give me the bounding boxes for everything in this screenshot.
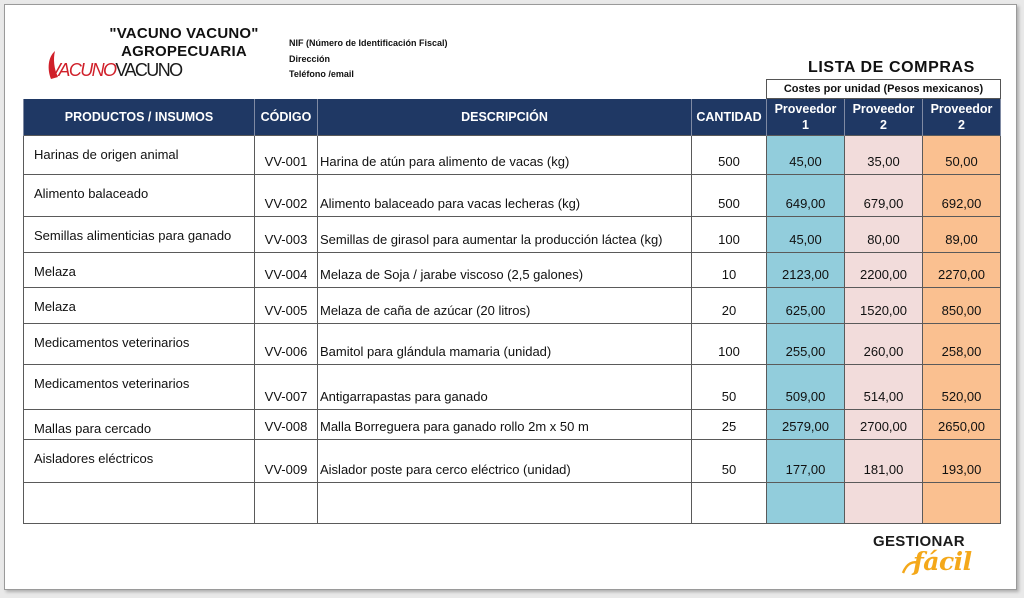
table-row	[24, 253, 1001, 288]
cell-quantity[interactable]: 100	[718, 232, 740, 247]
cell-provider-c-cost[interactable]: 193,00	[941, 462, 982, 477]
cell-product[interactable]: Harinas de origen animal	[34, 147, 179, 162]
brand-logo-bottom: fácil	[913, 547, 972, 576]
cell-code[interactable]: VV-005	[264, 303, 308, 318]
brand-logo	[873, 533, 993, 583]
cost-group-header: Costes por unidad (Pesos mexicanos)	[767, 80, 1001, 99]
cell-provider-a-cost[interactable]: 45,00	[789, 154, 822, 169]
cell-product[interactable]: Mallas para cercado	[34, 421, 152, 436]
cell-product[interactable]: Medicamentos veterinarios	[34, 335, 190, 350]
cell-provider-b-cost[interactable]: 679,00	[863, 196, 904, 211]
spreadsheet-page	[4, 4, 1017, 590]
cell-description[interactable]: Melaza de Soja / jarabe viscoso (2,5 galones)	[320, 267, 584, 282]
table-row	[24, 410, 1001, 440]
cell-provider-a-cost[interactable]: 649,00	[785, 196, 826, 211]
address-label: Dirección	[289, 53, 331, 64]
cell-provider-c-cost[interactable]	[923, 518, 1000, 523]
logo-wordmark: VACUNOVACUNO	[49, 60, 182, 80]
company-info	[289, 36, 448, 83]
table-row	[24, 365, 1001, 410]
cell-code[interactable]: VV-001	[264, 154, 308, 169]
cell-provider-b-cost[interactable]: 181,00	[863, 462, 904, 477]
cell-provider-b-cost[interactable]: 260,00	[863, 344, 904, 359]
cell-quantity[interactable]: 10	[721, 267, 737, 282]
table-row	[24, 217, 1001, 253]
cell-provider-a-cost[interactable]	[767, 518, 844, 523]
cell-provider-a-cost[interactable]: 255,00	[785, 344, 826, 359]
cell-provider-b-cost[interactable]: 514,00	[863, 389, 904, 404]
cell-provider-a-cost[interactable]: 625,00	[785, 303, 826, 318]
cell-provider-b-cost[interactable]: 35,00	[867, 154, 900, 169]
header-code: CÓDIGO	[255, 99, 318, 136]
table-row	[24, 288, 1001, 324]
cell-quantity[interactable]	[692, 518, 766, 523]
cell-quantity[interactable]: 500	[718, 154, 740, 169]
cell-quantity[interactable]: 500	[718, 196, 740, 211]
purchase-table	[23, 79, 1001, 524]
header-provider-c: Proveedor 2	[923, 99, 1001, 136]
cell-provider-a-cost[interactable]: 177,00	[785, 462, 826, 477]
cell-description[interactable]: Melaza de caña de azúcar (20 litros)	[320, 303, 531, 318]
cell-description[interactable]: Harina de atún para alimento de vacas (kg)	[320, 154, 570, 169]
cell-provider-b-cost[interactable]: 2200,00	[860, 267, 907, 282]
table-row-empty	[24, 483, 1001, 524]
table-row	[24, 175, 1001, 217]
cell-quantity[interactable]: 50	[721, 462, 737, 477]
cell-quantity[interactable]: 100	[718, 344, 740, 359]
cell-provider-c-cost[interactable]: 2270,00	[938, 267, 985, 282]
table-row	[24, 440, 1001, 483]
cell-product[interactable]: Medicamentos veterinarios	[34, 376, 190, 391]
cell-provider-b-cost[interactable]: 1520,00	[860, 303, 907, 318]
header-description: DESCRIPCIÓN	[318, 99, 692, 136]
cell-description[interactable]: Semillas de girasol para aumentar la producción láctea (kg)	[320, 232, 663, 247]
cell-quantity[interactable]: 25	[721, 419, 737, 434]
cell-provider-c-cost[interactable]: 89,00	[945, 232, 978, 247]
cell-provider-c-cost[interactable]: 850,00	[941, 303, 982, 318]
cell-description[interactable]: Aislador poste para cerco eléctrico (unidad)	[320, 462, 571, 477]
cell-product[interactable]: Aisladores eléctricos	[34, 451, 154, 466]
cell-quantity[interactable]: 20	[721, 303, 737, 318]
table-row	[24, 136, 1001, 175]
cell-provider-a-cost[interactable]: 509,00	[785, 389, 826, 404]
company-name-line1: "VACUNO VACUNO"	[109, 25, 259, 42]
cell-product[interactable]: Melaza	[34, 264, 76, 279]
cell-provider-c-cost[interactable]: 692,00	[941, 196, 982, 211]
table-header-row	[24, 99, 1001, 136]
cell-product[interactable]: Alimento balaceado	[34, 186, 149, 201]
brand-logo-top: GESTIONAR	[873, 533, 965, 550]
cell-description[interactable]: Bamitol para glándula mamaria (unidad)	[320, 344, 552, 359]
cell-provider-b-cost[interactable]	[845, 518, 922, 523]
cell-provider-b-cost[interactable]: 2700,00	[860, 419, 907, 434]
table-row	[24, 324, 1001, 365]
cell-description[interactable]: Alimento balaceado para vacas lecheras (kg)	[320, 196, 581, 211]
header-product: PRODUCTOS / INSUMOS	[24, 99, 255, 136]
cell-code[interactable]: VV-003	[264, 232, 308, 247]
cell-product[interactable]	[34, 483, 254, 494]
cell-description[interactable]: Antigarrapastas para ganado	[320, 389, 488, 404]
phone-email-label: Teléfono /email	[289, 69, 354, 79]
company-name-line2: AGROPECUARIA	[121, 43, 247, 60]
cell-code[interactable]: VV-004	[264, 267, 308, 282]
cell-provider-b-cost[interactable]: 80,00	[867, 232, 900, 247]
cell-provider-a-cost[interactable]: 2579,00	[782, 419, 829, 434]
nif-label: NIF (Número de Identificación Fiscal)	[289, 38, 448, 48]
header-quantity: CANTIDAD	[692, 99, 767, 136]
cell-description[interactable]: Malla Borreguera para ganado rollo 2m x 50 m	[320, 419, 589, 434]
cell-code[interactable]: VV-002	[264, 196, 308, 211]
cell-provider-a-cost[interactable]: 45,00	[789, 232, 822, 247]
cell-quantity[interactable]: 50	[721, 389, 737, 404]
cell-code[interactable]: VV-007	[264, 389, 308, 404]
cell-code[interactable]: VV-006	[264, 344, 308, 359]
cell-code[interactable]: VV-008	[264, 419, 308, 434]
cell-provider-c-cost[interactable]: 2650,00	[938, 419, 985, 434]
document-title: LISTA DE COMPRAS	[808, 59, 975, 76]
header-provider-a: Proveedor 1	[767, 99, 845, 136]
cell-provider-c-cost[interactable]: 258,00	[941, 344, 982, 359]
cell-code[interactable]	[255, 518, 317, 523]
cell-provider-a-cost[interactable]: 2123,00	[782, 267, 829, 282]
cell-product[interactable]: Melaza	[34, 299, 76, 314]
cell-provider-c-cost[interactable]: 50,00	[945, 154, 978, 169]
cell-product[interactable]: Semillas alimenticias para ganado	[34, 228, 232, 243]
cell-code[interactable]: VV-009	[264, 462, 308, 477]
cell-description[interactable]	[320, 518, 691, 523]
cell-provider-c-cost[interactable]: 520,00	[941, 389, 982, 404]
header-provider-b: Proveedor 2	[845, 99, 923, 136]
